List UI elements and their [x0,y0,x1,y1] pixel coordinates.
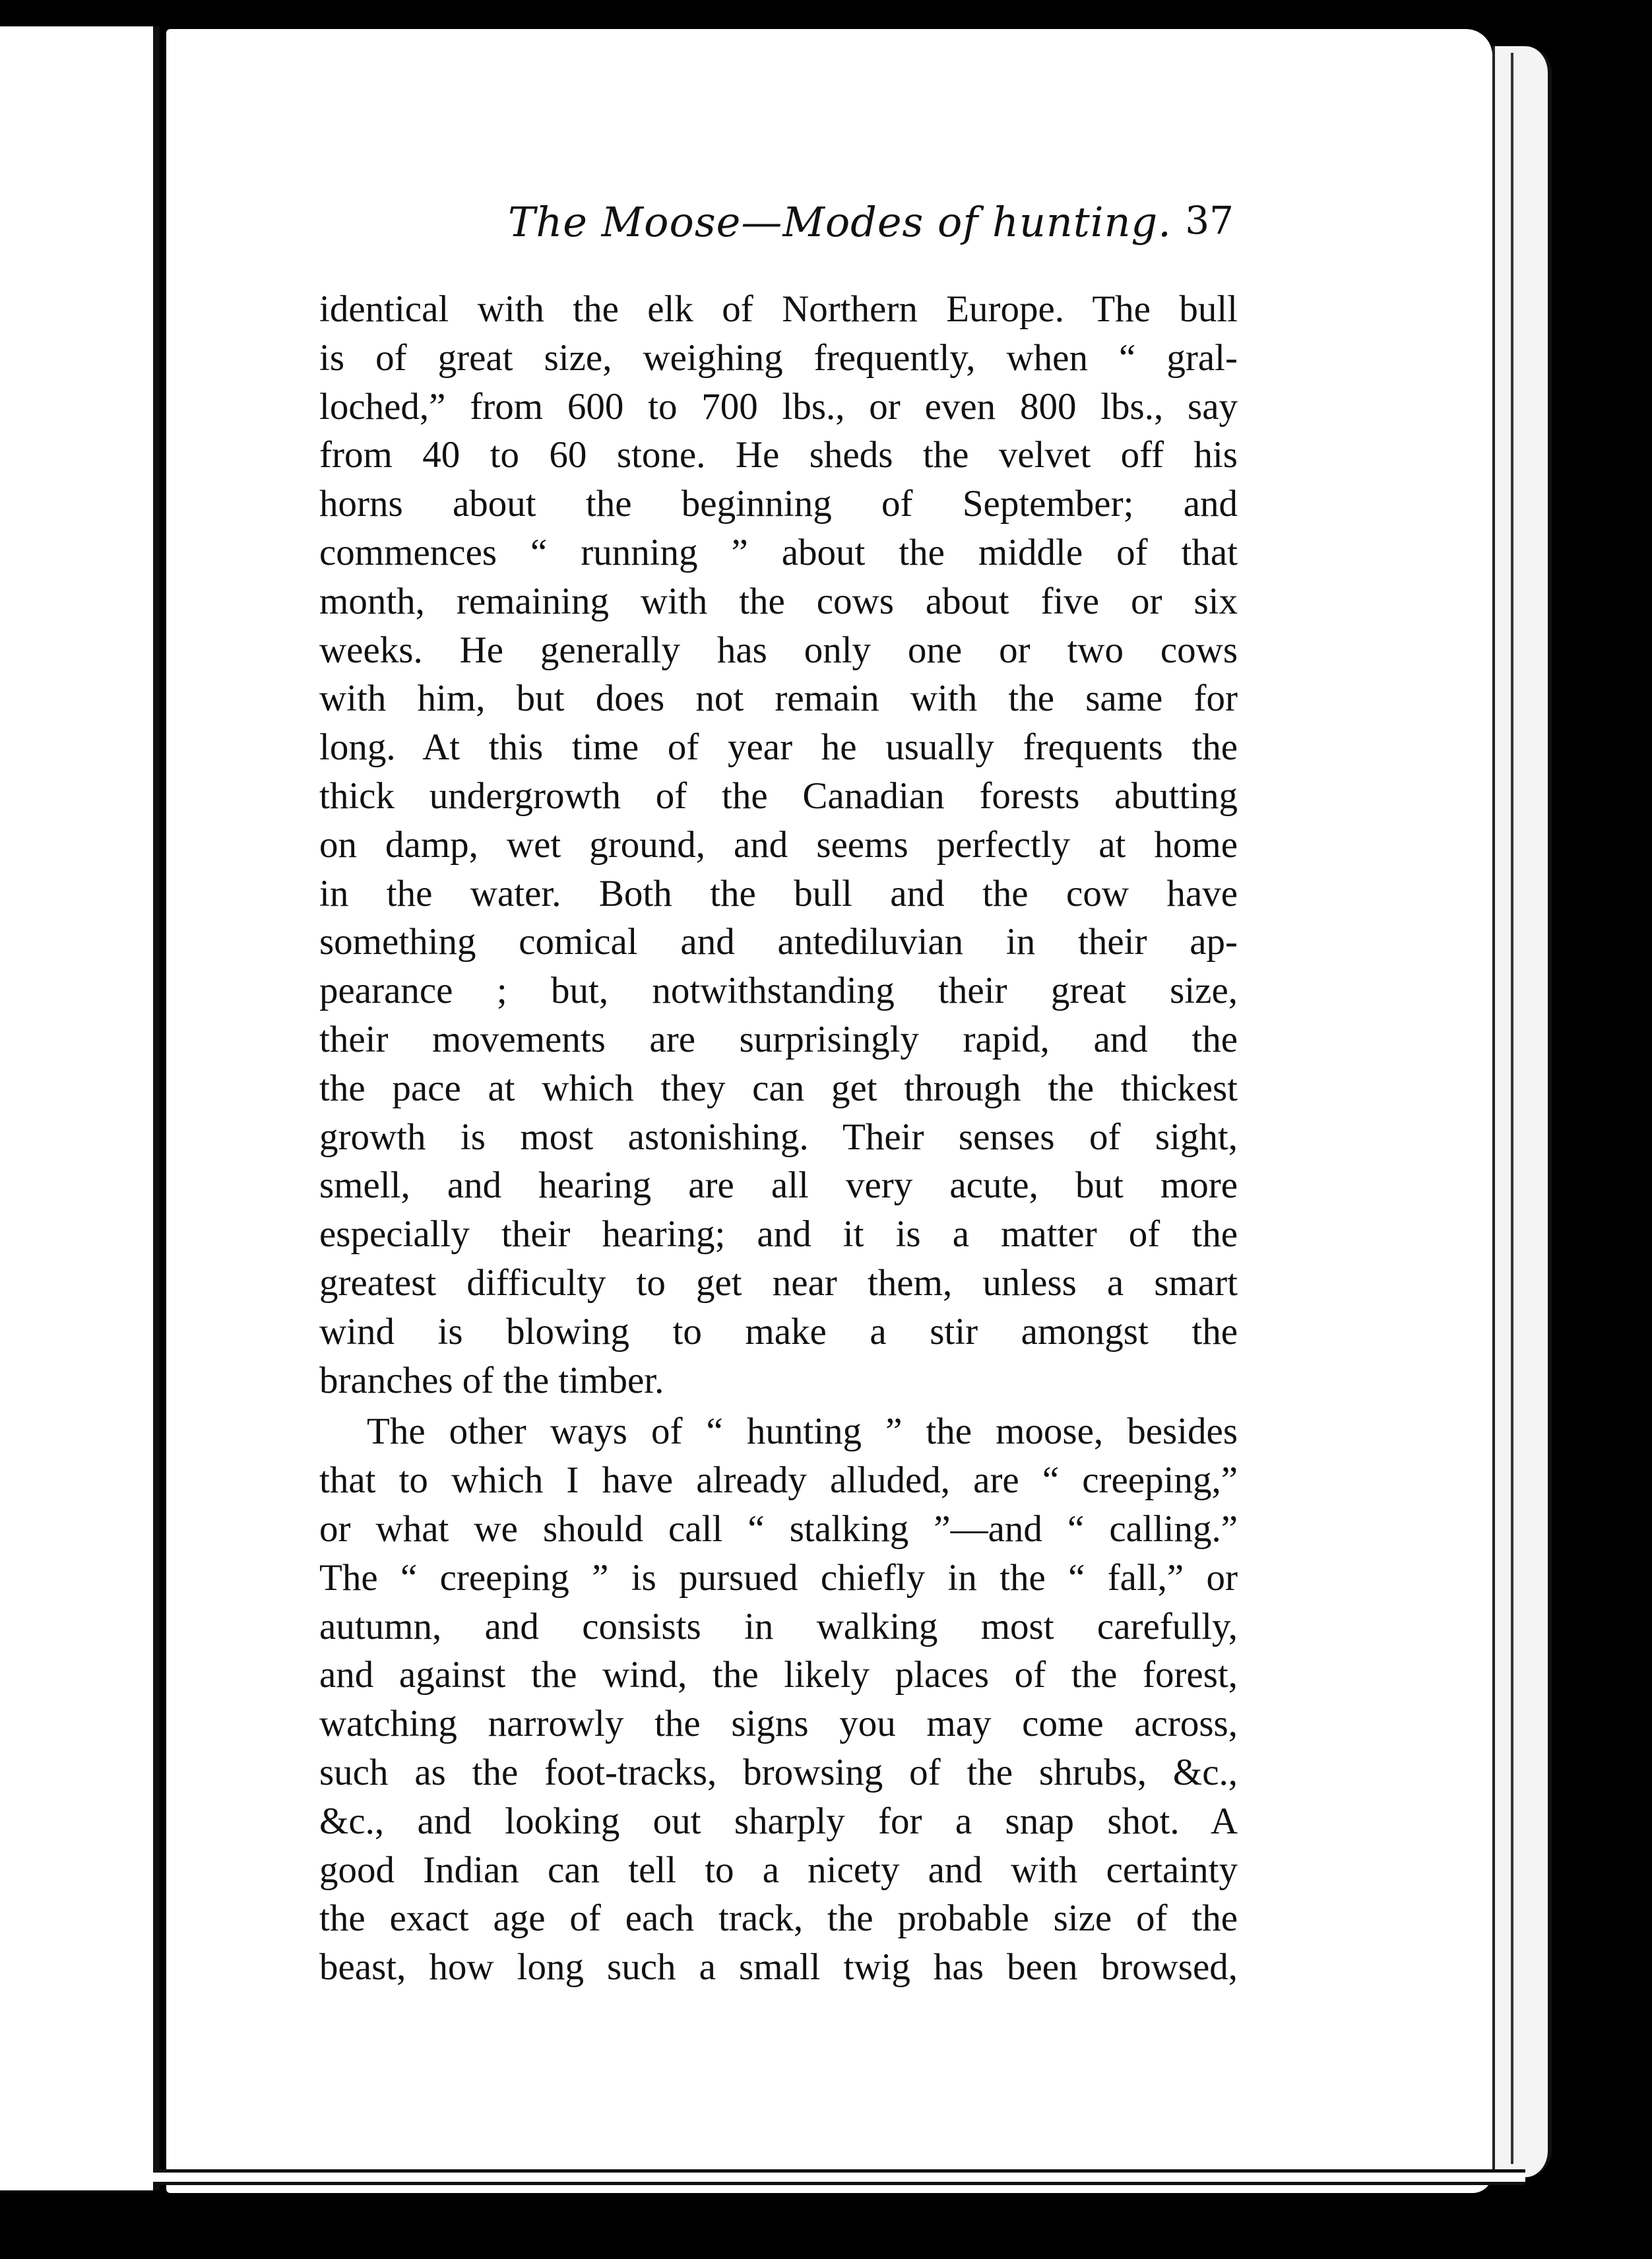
page-stack-edge [1492,46,1552,2177]
text-line: wind is blowing to make a stir amongst the [319,1310,1238,1352]
paragraph-1 [319,285,1238,1405]
text-line: greatest difficulty to get near them, unless a smart [319,1261,1238,1304]
text-line: The “ creeping ” is pursued chiefly in the “ fall,” or [319,1556,1238,1599]
text-line: good Indian can tell to a nicety and with certainty [319,1849,1238,1891]
text-line: such as the foot-tracks, browsing of the shrubs, &c., [319,1751,1238,1793]
text-line: identical with the elk of Northern Europe. The bull [319,288,1238,330]
body-text [319,285,1238,1992]
text-line: their movements are surprisingly rapid, and the [319,1018,1238,1060]
page-stack-line [1511,53,1513,2164]
text-line: with him, but does not remain with the same for [319,678,1238,720]
text-line: and against the wind, the likely places of the forest, [319,1654,1238,1696]
text-line: month, remaining with the cows about five or six [319,580,1238,622]
text-line: autumn, and consists in walking most carefully, [319,1605,1238,1647]
text-line: the exact age of each track, the probable size of the [319,1897,1238,1940]
text-line: is of great size, weighing frequently, when “ gral- [319,336,1238,379]
text-line: the pace at which they can get through the thickest [319,1067,1238,1109]
text-line: weeks. He generally has only one or two cows [319,629,1238,671]
text-line: branches of the timber. [319,1359,664,1401]
text-line: on damp, wet ground, and seems perfectly at home [319,823,1238,866]
text-line: smell, and hearing are all very acute, but more [319,1164,1238,1207]
text-line: or what we should call “ stalking ”—and “ calling.” [319,1508,1238,1550]
page-header [508,198,1234,257]
text-line: from 40 to 60 stone. He sheds the velvet off his [319,434,1238,476]
text-line: watching narrowly the signs you may come across, [319,1703,1238,1745]
page-bottom-edge [153,2169,1525,2185]
text-line: in the water. Both the bull and the cow have [319,872,1238,914]
text-line: The other ways of “ hunting ” the moose, besides [367,1411,1238,1453]
running-head: The Moose—Modes of hunting. [508,198,1172,246]
text-line: long. At this time of year he usually frequents the [319,726,1238,769]
text-line: something comical and antediluvian in their ap- [319,921,1238,963]
text-line: thick undergrowth of the Canadian forests abutting [319,775,1238,817]
text-line: horns about the beginning of September; and [319,483,1238,525]
paragraph-2 [319,1407,1238,1992]
text-line: commences “ running ” about the middle of that [319,531,1238,573]
text-line: beast, how long such a small twig has been browsed, [319,1946,1238,1989]
page-number: 37 [1185,198,1234,243]
text-line: growth is most astonishing. Their senses of sight, [319,1116,1238,1158]
text-line: that to which I have already alluded, are “ creeping,” [319,1459,1238,1502]
facing-page-edge [0,26,160,2190]
text-line: pearance ; but, notwithstanding their great size, [319,970,1238,1012]
text-line: loched,” from 600 to 700 lbs., or even 800 lbs., say [319,385,1238,428]
text-line: especially their hearing; and it is a matter of the [319,1213,1238,1256]
text-line: &c., and looking out sharply for a snap shot. A [319,1800,1238,1842]
